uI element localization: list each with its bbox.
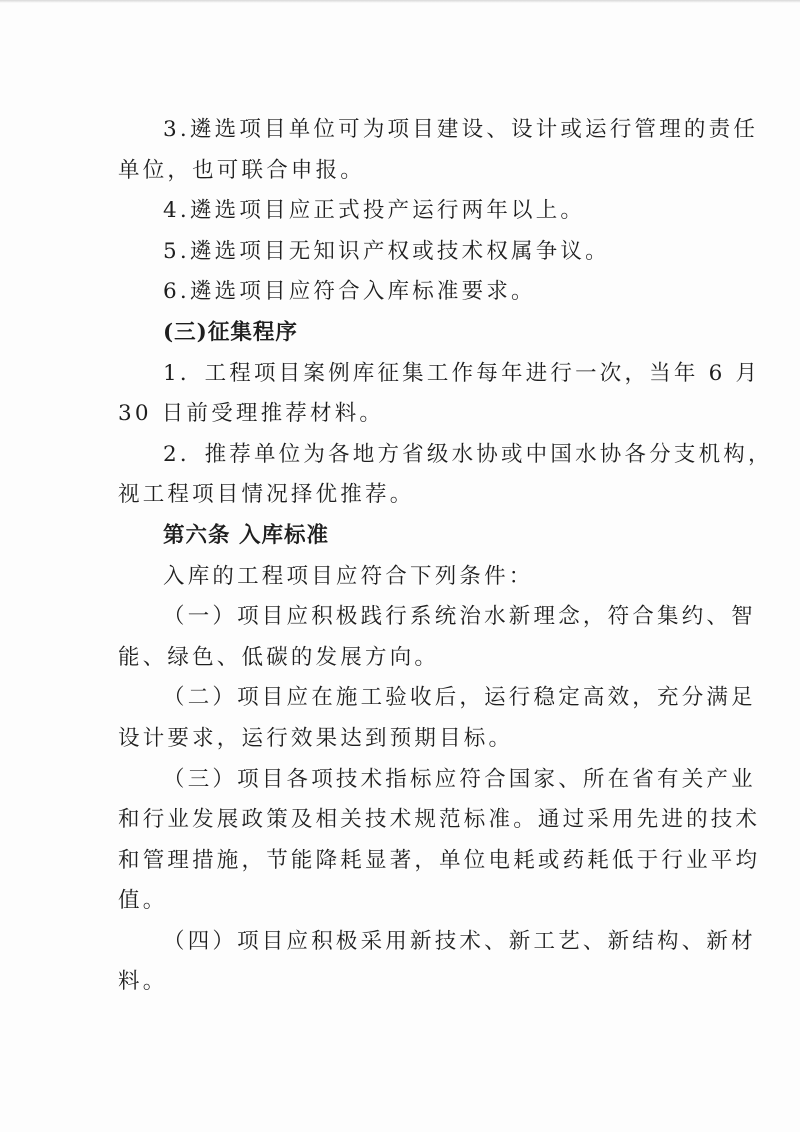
scan-edge xyxy=(0,0,800,3)
text-line: 值。 xyxy=(118,888,168,914)
text-line: （四）项目应积极采用新技术、新工艺、新结构、新材 xyxy=(163,928,756,954)
paragraph-conditions-intro xyxy=(118,557,698,598)
paragraph-item-6 xyxy=(118,272,698,313)
text-line: 2．推荐单位为各地方省级水协或中国水协各分支机构， xyxy=(163,441,773,467)
paragraph-item-3 xyxy=(118,110,759,191)
paragraph-condition-4 xyxy=(118,922,756,1003)
text-line: 单位，也可联合申报。 xyxy=(118,157,366,183)
paragraph-procedure-1 xyxy=(118,354,761,435)
text-line: （三）项目各项技术指标应符合国家、所在省有关产业 xyxy=(163,766,756,792)
text-line: 5.遴选项目无知识产权或技术权属争议。 xyxy=(163,238,610,264)
text-line: （二）项目应在施工验收后，运行稳定高效，充分满足 xyxy=(163,685,756,711)
text-line: 和行业发展政策及相关技术规范标准。通过采用先进的技术 xyxy=(118,807,761,833)
text-line: 视工程项目情况择优推荐。 xyxy=(118,482,415,508)
heading-text: 第六条 入库标准 xyxy=(163,522,329,548)
text-line: 6.遴选项目应符合入库标准要求。 xyxy=(163,279,536,305)
text-line: 设计要求，运行效果达到预期目标。 xyxy=(118,725,514,751)
text-line: 入库的工程项目应符合下列条件： xyxy=(163,563,534,589)
article-heading-entry-standard xyxy=(118,516,698,557)
document-page xyxy=(118,110,773,1003)
paragraph-condition-1 xyxy=(118,597,756,678)
paragraph-condition-2 xyxy=(118,678,756,759)
text-line: （一）项目应积极践行系统治水新理念，符合集约、智 xyxy=(163,604,756,630)
heading-text: (三)征集程序 xyxy=(163,319,298,345)
text-line: 30 日前受理推荐材料。 xyxy=(118,401,385,427)
text-line: 和管理措施，节能降耗显著，单位电耗或药耗低于行业平均 xyxy=(118,847,761,873)
text-line: 料。 xyxy=(118,969,168,995)
paragraph-condition-3 xyxy=(118,760,761,922)
paragraph-item-5 xyxy=(118,232,698,273)
section-heading-collection-procedure xyxy=(118,313,698,354)
text-line: 能、绿色、低碳的发展方向。 xyxy=(118,644,440,670)
text-line: 4.遴选项目应正式投产运行两年以上。 xyxy=(163,198,586,224)
paragraph-procedure-2 xyxy=(118,435,773,516)
text-line: 1．工程项目案例库征集工作每年进行一次，当年 6 月 xyxy=(163,360,761,386)
paragraph-item-4 xyxy=(118,191,698,232)
text-line: 3.遴选项目单位可为项目建设、设计或运行管理的责任 xyxy=(163,117,759,142)
